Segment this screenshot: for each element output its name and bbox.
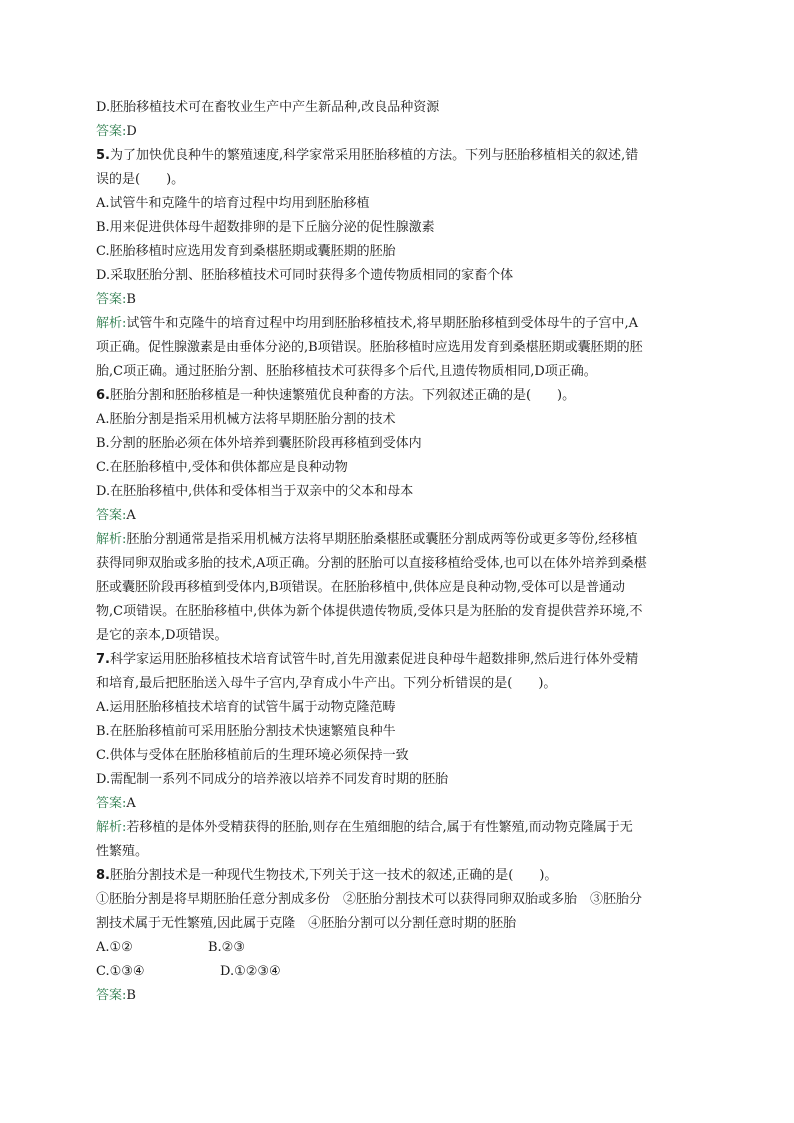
explanation-line: 性繁殖。 xyxy=(96,844,149,859)
option-a: A.①② xyxy=(96,940,133,955)
option-d: D.胚胎移植技术可在畜牧业生产中产生新品种,改良品种资源 xyxy=(96,100,440,115)
answer-label: 答案: xyxy=(96,124,127,139)
answer-line xyxy=(96,120,702,144)
stem-text: 科学家运用胚胎移植技术培育试管牛时,首先用激素促进良种母牛超数排卵,然后进行体外受精 xyxy=(109,652,639,667)
question-7-stem xyxy=(96,648,702,672)
explanation-line: 物,C项错误。在胚胎移植中,供体为新个体提供遗传物质,受体只是为胚胎的发育提供营养环境,不 xyxy=(96,604,643,619)
explanation-line: 胚或囊胚阶段再移植到受体内,B项错误。在胚胎移植中,供体应是良种动物,受体可以是普通动 xyxy=(96,580,625,595)
option-c: C.在胚胎移植中,受体和供体都应是良种动物 xyxy=(96,460,348,475)
answer-line xyxy=(96,288,702,312)
answer-label: 答案: xyxy=(96,988,127,1003)
option-b: B.用来促进供体母牛超数排卵的是下丘脑分泌的促性腺激素 xyxy=(96,220,435,235)
answer-value: A xyxy=(126,508,136,523)
option-d: D.采取胚胎分割、胚胎移植技术可同时获得多个遗传物质相同的家畜个体 xyxy=(96,268,514,283)
question-number: 6. xyxy=(96,388,110,403)
answer-value: A xyxy=(126,796,136,811)
option-d: D.在胚胎移植中,供体和受体相当于双亲中的父本和母本 xyxy=(96,484,414,499)
answer-label: 答案: xyxy=(96,508,127,523)
explanation-line: 项正确。促性腺激素是由垂体分泌的,B项错误。胚胎移植时应选用发育到桑椹胚期或囊胚期的胚 xyxy=(96,340,643,355)
option-row xyxy=(96,936,702,960)
option-c: C.供体与受体在胚胎移植前后的生理环境必须保持一致 xyxy=(96,748,409,763)
explanation-text: 胚胎分割通常是指采用机械方法将早期胚胎桑椹胚或囊胚分割成两等份或更多等份,经移植 xyxy=(126,532,638,547)
answer-value: B xyxy=(126,292,136,307)
option-d: D.①②③④ xyxy=(220,964,281,979)
explanation-line xyxy=(96,816,702,840)
explanation-label: 解析: xyxy=(96,532,127,547)
explanation-line xyxy=(96,312,702,336)
explanation-label: 解析: xyxy=(96,820,127,835)
explanation-text: 若移植的是体外受精获得的胚胎,则存在生殖细胞的结合,属于有性繁殖,而动物克隆属于无 xyxy=(126,820,633,835)
statement-list: ①胚胎分割是将早期胚胎任意分割成多份 ②胚胎分割技术可以获得同卵双胎或多胎 ③胚胎分 xyxy=(96,892,643,907)
explanation-line xyxy=(96,528,702,552)
answer-label: 答案: xyxy=(96,796,127,811)
question-number: 8. xyxy=(96,868,110,883)
statement-list-cont: 割技术属于无性繁殖,因此属于克隆 ④胚胎分割可以分割任意时期的胚胎 xyxy=(96,916,517,931)
option-c: C.①③④ xyxy=(96,964,145,979)
question-7-stem-cont: 和培育,最后把胚胎送入母牛子宫内,孕育成小牛产出。下列分析错误的是( )。 xyxy=(96,676,557,691)
option-row xyxy=(96,960,702,984)
option-b: B.分割的胚胎必须在体外培养到囊胚阶段再移植到受体内 xyxy=(96,436,422,451)
question-8-stem xyxy=(96,864,702,888)
explanation-line: 胎,C项正确。通过胚胎分割、胚胎移植技术可获得多个后代,且遗传物质相同,D项正确。 xyxy=(96,364,597,379)
answer-label: 答案: xyxy=(96,292,127,307)
explanation-line: 是它的亲本,D项错误。 xyxy=(96,628,228,643)
answer-value: B xyxy=(126,988,136,1003)
question-number: 7. xyxy=(96,652,110,667)
option-d: D.需配制一系列不同成分的培养液以培养不同发育时期的胚胎 xyxy=(96,772,449,787)
question-6-stem xyxy=(96,384,702,408)
stem-text: 胚胎分割技术是一种现代生物技术,下列关于这一技术的叙述,正确的是( )。 xyxy=(109,868,558,883)
question-5-stem-cont: 误的是( )。 xyxy=(96,172,185,187)
option-b: B.②③ xyxy=(208,940,245,955)
option-a: A.运用胚胎移植技术培育的试管牛属于动物克隆范畴 xyxy=(96,700,396,715)
option-b: B.在胚胎移植前可采用胚胎分割技术快速繁殖良种牛 xyxy=(96,724,396,739)
question-5-stem xyxy=(96,144,702,168)
answer-value: D xyxy=(126,124,137,139)
option-a: A.胚胎分割是指采用机械方法将早期胚胎分割的技术 xyxy=(96,412,396,427)
option-a: A.试管牛和克隆牛的培育过程中均用到胚胎移植 xyxy=(96,196,370,211)
explanation-text: 试管牛和克隆牛的培育过程中均用到胚胎移植技术,将早期胚胎移植到受体母牛的子宫中,A xyxy=(126,316,639,331)
answer-line xyxy=(96,504,702,528)
stem-text: 为了加快优良种牛的繁殖速度,科学家常采用胚胎移植的方法。下列与胚胎移植相关的叙述,错 xyxy=(109,148,639,163)
explanation-label: 解析: xyxy=(96,316,127,331)
stem-text: 胚胎分割和胚胎移植是一种快速繁殖优良种畜的方法。下列叙述正确的是( )。 xyxy=(109,388,576,403)
question-number: 5. xyxy=(96,148,110,163)
answer-line xyxy=(96,984,702,1008)
option-c: C.胚胎移植时应选用发育到桑椹胚期或囊胚期的胚胎 xyxy=(96,244,396,259)
explanation-line: 获得同卵双胎或多胎的技术,A项正确。分割的胚胎可以直接移植给受体,也可以在体外培养到桑椹 xyxy=(96,556,647,571)
answer-line xyxy=(96,792,702,816)
question-content xyxy=(96,96,702,1008)
